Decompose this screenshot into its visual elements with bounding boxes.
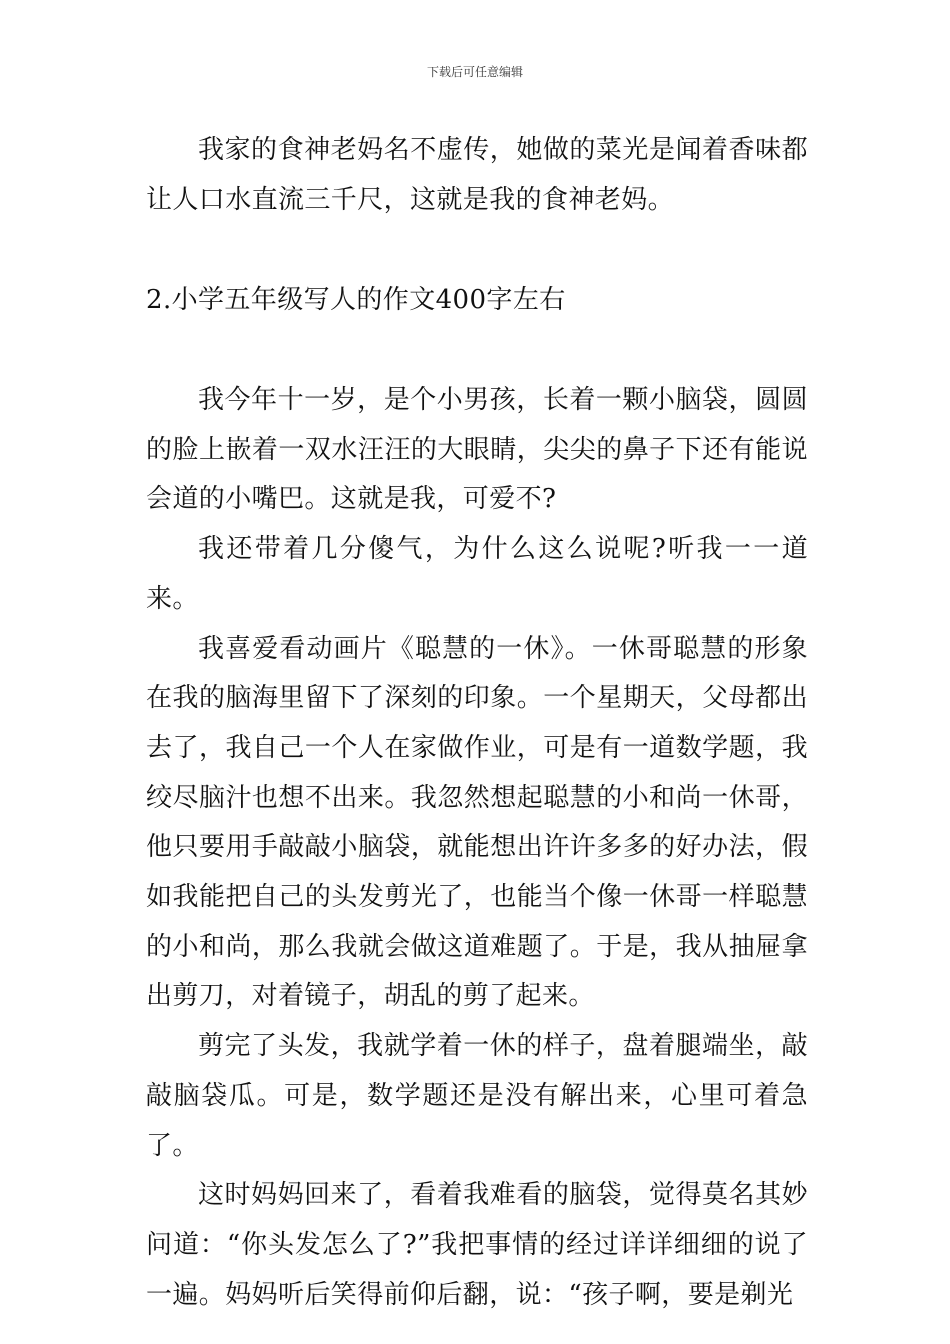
essay-paragraph: 这时妈妈回来了，看着我难看的脑袋，觉得莫名其妙问道：“你头发怎么了?”我把事情的经过详详细细的说了一遍。妈妈听后笑得前仰后翻，说：“孩子啊，要是剃光	[146, 1180, 808, 1310]
essay-body	[146, 376, 808, 1320]
intro-section	[146, 126, 808, 225]
page-header-note: 下载后可任意编辑	[426, 65, 523, 79]
essay-paragraph: 我喜爱看动画片《聪慧的一休》。一休哥聪慧的形象在我的脑海里留下了深刻的印象。一个星期天，父母都出去了，我自己一个人在家做作业，可是有一道数学题，我绞尽脑汁也想不出来。我忽然想起聪慧的小和尚一休哥，他只要用手敲敲小脑袋，就能想出许许多多的好办法，假如我能把自己的头发剪光了，也能当个像一休哥一样聪慧的小和尚，那么我就会做这道难题了。于是，我从抽屉拿出剪刀，对着镜子，胡乱的剪了起来。	[146, 633, 808, 1012]
essay-paragraph: 剪完了头发，我就学着一休的样子，盘着腿端坐，敲敲脑袋瓜。可是，数学题还是没有解出来，心里可着急了。	[146, 1031, 808, 1161]
essay-paragraph: 我还带着几分傻气，为什么这么说呢?听我一一道来。	[146, 534, 808, 614]
section-title: 2.小学五年级写人的作文400字左右	[146, 285, 566, 315]
essay-paragraph: 我今年十一岁，是个小男孩，长着一颗小脑袋，圆圆的脸上嵌着一双水汪汪的大眼睛，尖尖的鼻子下还有能说会道的小嘴巴。这就是我，可爱不?	[146, 385, 808, 515]
intro-paragraph: 我家的食神老妈名不虚传，她做的菜光是闻着香味都让人口水直流三千尺，这就是我的食神老妈。	[146, 135, 808, 215]
